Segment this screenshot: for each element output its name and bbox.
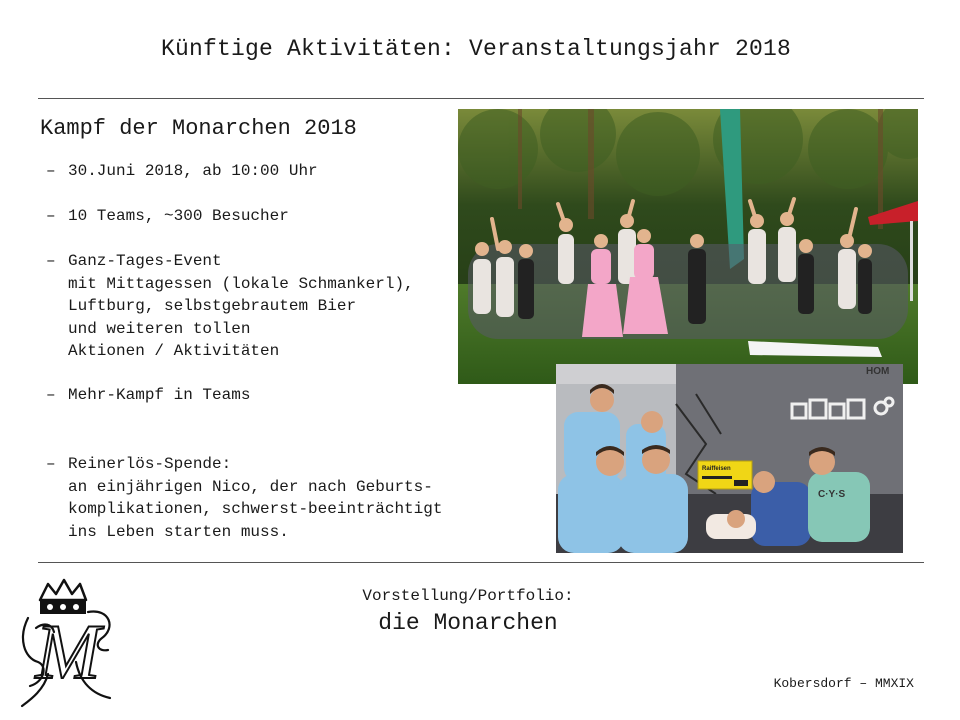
bullet-text: 30.Juni 2018, ab 10:00 Uhr (68, 162, 318, 180)
bullet-dash: – (46, 207, 56, 225)
bullet-event (46, 250, 414, 363)
cheque-text: Raiffeisen (702, 466, 731, 472)
place-date: Kobersdorf – MMXIX (773, 676, 914, 691)
slide-title: Künftige Aktivitäten: Veranstaltungsjahr 2018 (160, 36, 792, 62)
footer-name: die Monarchen (378, 610, 558, 636)
bullet-text: Luftburg, selbstgebrautem Bier (68, 297, 357, 315)
bullet-teams (46, 205, 289, 228)
bullet-dash: – (46, 386, 56, 404)
bullet-dash: – (46, 455, 56, 473)
footer-subtitle: Vorstellung/Portfolio: (362, 587, 574, 605)
bullet-donation (46, 453, 442, 543)
bullet-text: Aktionen / Aktivitäten (68, 342, 280, 360)
wall-sign: HOM (866, 366, 890, 377)
bullet-text: 10 Teams, ~300 Besucher (68, 207, 289, 225)
bullet-dash: – (46, 162, 56, 180)
group-photo (458, 109, 918, 384)
bullet-text: komplikationen, schwerst-beeinträchtigt (68, 500, 443, 518)
logo-letter: M (35, 608, 101, 695)
bullet-text: und weiteren tollen (68, 319, 251, 338)
cheque-board (698, 461, 752, 489)
bullet-text: Reinerlös-Spende: (68, 455, 232, 473)
bullet-text: Ganz-Tages-Event (68, 252, 222, 270)
bullet-competition (46, 384, 250, 407)
bullet-text: mit Mittagessen (lokale Schmankerl), (68, 274, 414, 293)
bottom-divider (38, 562, 924, 563)
top-divider (38, 98, 924, 99)
bullet-text: Mehr-Kampf in Teams (68, 386, 251, 404)
shirt-text: C·Y·S (818, 489, 846, 500)
bullet-text: ins Leben starten muss. (68, 522, 289, 541)
section-heading: Kampf der Monarchen 2018 (40, 116, 357, 141)
cheque-photo (556, 364, 903, 553)
bullet-date (46, 160, 318, 183)
bullet-text: an einjährigen Nico, der nach Geburts- (68, 477, 433, 496)
bullet-dash: – (46, 252, 56, 270)
